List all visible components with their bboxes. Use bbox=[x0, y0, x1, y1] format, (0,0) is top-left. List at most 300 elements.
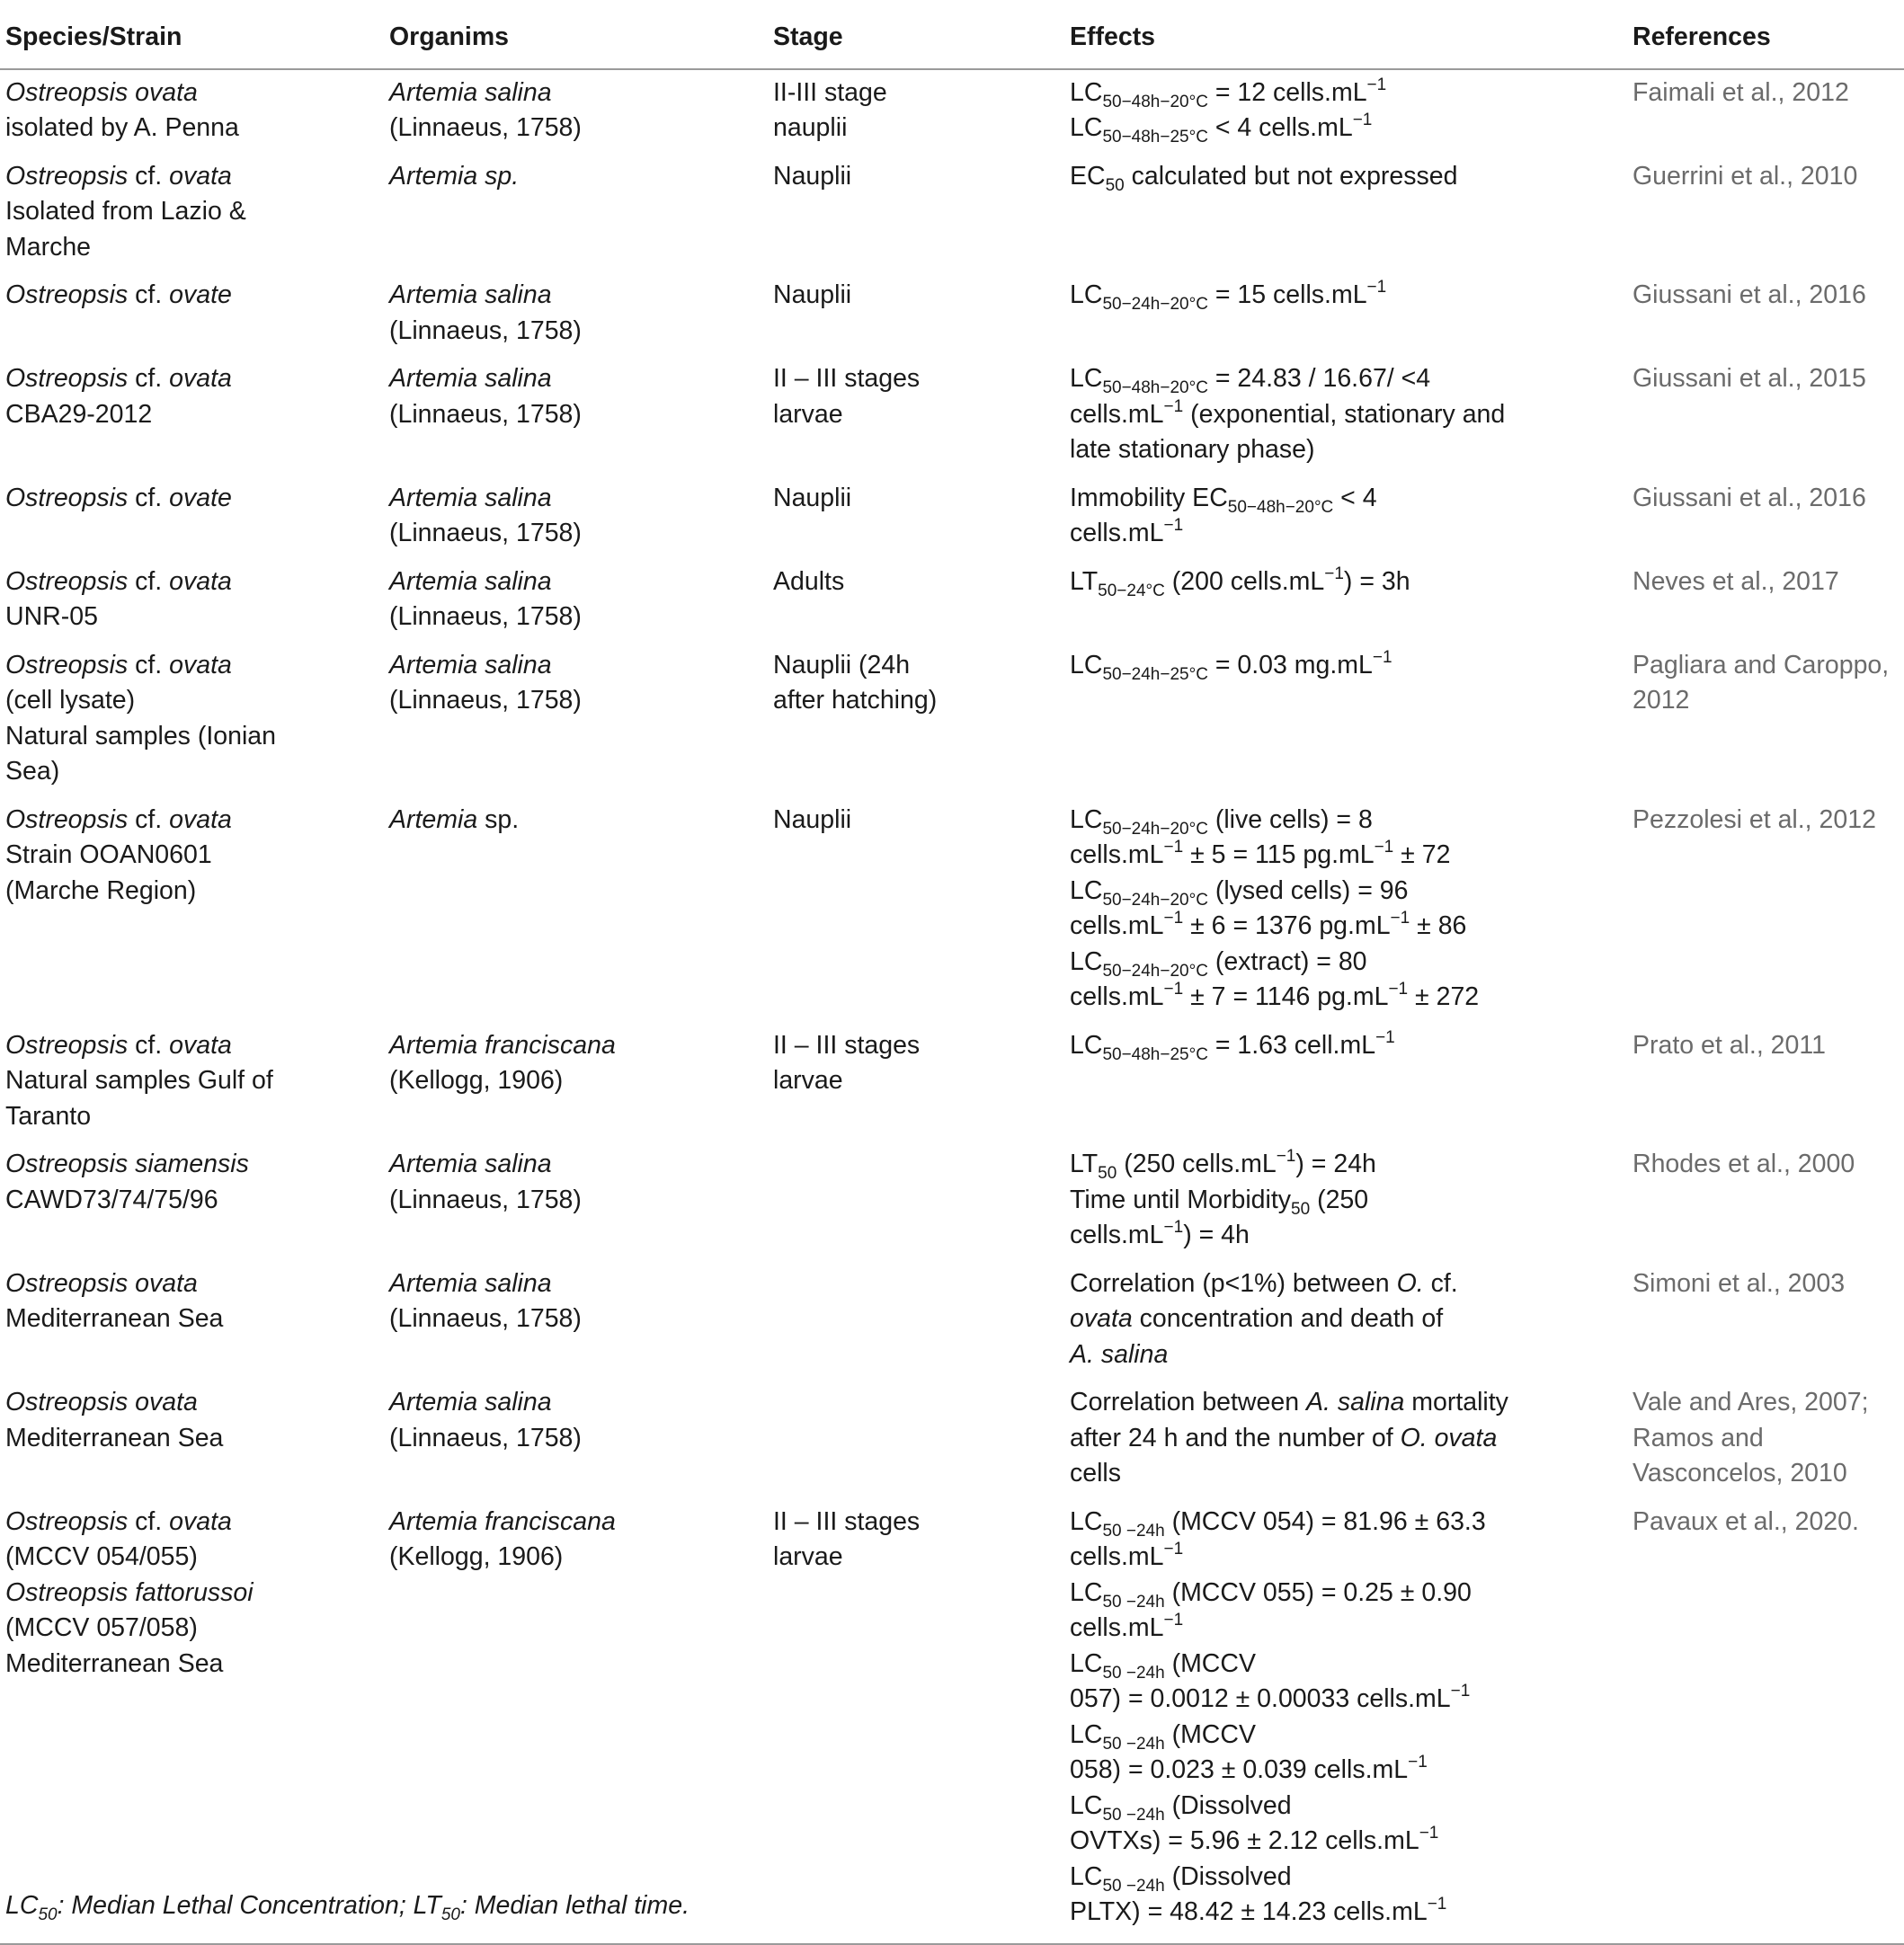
text-run: < 4 cells.mL bbox=[1207, 113, 1353, 142]
text-run: Strain OOAN0601 bbox=[5, 840, 212, 869]
text-run: 058) = 0.023 ± 0.039 cells.mL bbox=[1070, 1755, 1409, 1784]
subscript: 50 bbox=[440, 1905, 460, 1924]
text-run: ± 5 = 115 pg.mL bbox=[1183, 840, 1375, 869]
cell-species-strain bbox=[0, 475, 384, 559]
text-run: UNR-05 bbox=[5, 602, 98, 631]
text-run: (Linnaeus, 1758) bbox=[389, 315, 582, 345]
table-row bbox=[0, 69, 1904, 154]
italic-text: Ostreopsis fattorussoi bbox=[5, 1577, 254, 1607]
superscript: −1 bbox=[1163, 516, 1184, 535]
italic-text: ovata bbox=[169, 1506, 232, 1536]
text-run: concentration and death of bbox=[1132, 1304, 1444, 1333]
cell-line bbox=[5, 874, 378, 910]
cell-organism bbox=[384, 356, 768, 475]
table-row bbox=[0, 475, 1904, 559]
text-run: = 15 cells.mL bbox=[1207, 280, 1367, 309]
text-run: = 1.63 cell.mL bbox=[1207, 1030, 1376, 1060]
subscript: 50−24h−20°C bbox=[1102, 961, 1208, 981]
cell-references bbox=[1627, 1261, 1904, 1381]
text-run: (Linnaeus, 1758) bbox=[389, 1423, 582, 1452]
text-run: (MCCV 055) = 0.25 ± 0.90 bbox=[1164, 1577, 1472, 1607]
text-run: LC bbox=[1070, 650, 1103, 679]
subscript: 50 bbox=[38, 1905, 58, 1924]
text-run: (Linnaeus, 1758) bbox=[389, 1304, 582, 1333]
cell-stage bbox=[768, 272, 1064, 356]
text-run: Nauplii bbox=[773, 804, 852, 834]
text-run: Pagliara and Caroppo, bbox=[1633, 650, 1890, 679]
cell-line bbox=[5, 194, 378, 230]
cell-line bbox=[1633, 683, 1899, 719]
cell-line bbox=[773, 1505, 1059, 1541]
cell-line bbox=[5, 1147, 378, 1183]
text-run: mortality bbox=[1404, 1388, 1508, 1417]
text-run: larvae bbox=[773, 1542, 843, 1571]
italic-text: A. salina bbox=[1070, 1339, 1169, 1369]
subscript: 50 bbox=[1098, 1164, 1117, 1183]
cell-line bbox=[1070, 874, 1622, 910]
text-run: LT bbox=[1070, 1150, 1099, 1178]
cell-effects bbox=[1064, 475, 1627, 559]
text-run: (MCCV 054) = 81.96 ± 63.3 bbox=[1164, 1506, 1486, 1536]
cell-line bbox=[1070, 1266, 1622, 1302]
text-run: LT bbox=[1070, 566, 1099, 596]
text-run: (exponential, stationary and bbox=[1183, 399, 1506, 429]
subscript: 50−24h−20°C bbox=[1102, 819, 1208, 839]
cell-line bbox=[773, 803, 1059, 839]
cell-line bbox=[5, 1099, 378, 1135]
cell-line bbox=[1070, 1611, 1622, 1647]
cell-stage bbox=[768, 1141, 1064, 1261]
cell-line bbox=[5, 1028, 378, 1064]
text-run: Giussani et al., 2016 bbox=[1633, 483, 1866, 512]
superscript: −1 bbox=[1163, 1540, 1184, 1559]
italic-text: Artemia franciscana bbox=[389, 1506, 616, 1536]
cell-species-strain bbox=[0, 69, 384, 154]
text-run: LC bbox=[1070, 946, 1103, 976]
superscript: −1 bbox=[1450, 1682, 1471, 1701]
cell-line bbox=[389, 159, 762, 195]
text-run: = 0.03 mg.mL bbox=[1207, 650, 1373, 679]
subscript: 50−24h−20°C bbox=[1102, 295, 1208, 314]
text-run: cells.mL bbox=[1070, 519, 1164, 547]
text-run: Nauplii (24h bbox=[773, 650, 911, 679]
cell-line bbox=[773, 159, 1059, 195]
text-run: (Linnaeus, 1758) bbox=[389, 519, 582, 547]
text-run: LC bbox=[1070, 280, 1103, 309]
superscript: −1 bbox=[1163, 1218, 1184, 1237]
text-run: nauplii bbox=[773, 113, 848, 142]
cell-line bbox=[1070, 481, 1622, 517]
cell-line bbox=[5, 278, 378, 314]
italic-text: ovate bbox=[169, 483, 232, 512]
cell-line bbox=[1070, 980, 1622, 1016]
cell-line bbox=[1070, 1647, 1622, 1683]
subscript: 50 −24h bbox=[1102, 1592, 1165, 1612]
italic-text: A. salina bbox=[1306, 1388, 1405, 1417]
cell-effects bbox=[1064, 154, 1627, 273]
text-run: cells.mL bbox=[1070, 1221, 1164, 1249]
cell-line bbox=[389, 803, 762, 839]
cell-species-strain bbox=[0, 272, 384, 356]
text-run: after hatching) bbox=[773, 686, 938, 715]
cell-stage bbox=[768, 475, 1064, 559]
text-run: Pavaux et al., 2020. bbox=[1633, 1506, 1859, 1536]
text-run: OVTXs) = 5.96 ± 2.12 cells.mL bbox=[1070, 1826, 1419, 1855]
text-run: ± 72 bbox=[1393, 840, 1451, 869]
cell-line bbox=[5, 719, 378, 755]
superscript: −1 bbox=[1163, 396, 1184, 416]
cell-line bbox=[389, 1505, 762, 1541]
subscript: 50 bbox=[1291, 1199, 1311, 1219]
italic-text: Artemia franciscana bbox=[389, 1030, 616, 1060]
text-run: = 24.83 / 16.67/ <4 bbox=[1207, 364, 1431, 393]
italic-text: Ostreopsis bbox=[5, 650, 129, 679]
cell-effects bbox=[1064, 1023, 1627, 1142]
cell-line bbox=[1070, 1421, 1622, 1457]
text-run: ) = 4h bbox=[1183, 1221, 1250, 1249]
cell-line bbox=[1633, 1505, 1899, 1541]
text-run: LC bbox=[1070, 77, 1103, 107]
italic-text: ovata bbox=[169, 566, 232, 596]
italic-text: Artemia salina bbox=[389, 1150, 552, 1178]
italic-text: Ostreopsis ovata bbox=[5, 1268, 198, 1298]
superscript: −1 bbox=[1427, 1895, 1447, 1914]
cell-organism bbox=[384, 1499, 768, 1944]
text-run: LC bbox=[5, 1891, 39, 1920]
text-run: Guerrini et al., 2010 bbox=[1633, 161, 1858, 191]
cell-organism bbox=[384, 69, 768, 154]
header-row bbox=[0, 7, 1904, 69]
cell-references bbox=[1627, 1380, 1904, 1499]
cell-line bbox=[5, 1385, 378, 1421]
cell-line bbox=[1070, 1540, 1622, 1576]
cell-line bbox=[389, 75, 762, 111]
cell-line bbox=[773, 278, 1059, 314]
superscript: −1 bbox=[1324, 564, 1344, 583]
cell-species-strain bbox=[0, 559, 384, 643]
text-run: cells.mL bbox=[1070, 399, 1164, 429]
table-row bbox=[0, 1499, 1904, 1944]
text-run: cf. bbox=[128, 161, 170, 191]
cell-organism bbox=[384, 559, 768, 643]
text-run: LC bbox=[1070, 875, 1103, 905]
text-run: < 4 bbox=[1333, 483, 1377, 512]
cell-line bbox=[773, 1540, 1059, 1576]
table-row bbox=[0, 272, 1904, 356]
cell-effects bbox=[1064, 643, 1627, 797]
cell-organism bbox=[384, 272, 768, 356]
cell-stage bbox=[768, 1023, 1064, 1142]
cell-effects bbox=[1064, 272, 1627, 356]
italic-text: Ostreopsis ovata bbox=[5, 77, 198, 107]
cell-line bbox=[5, 599, 378, 635]
cell-line bbox=[1633, 278, 1899, 314]
cell-stage bbox=[768, 797, 1064, 1023]
text-run: Immobility EC bbox=[1070, 483, 1228, 512]
text-run: ± 7 = 1146 pg.mL bbox=[1183, 982, 1389, 1011]
cell-line bbox=[773, 481, 1059, 517]
text-run: (lysed cells) = 96 bbox=[1207, 875, 1409, 905]
text-run: (extract) = 80 bbox=[1207, 946, 1367, 976]
cell-line bbox=[1633, 1147, 1899, 1183]
table-body bbox=[0, 69, 1904, 1944]
text-run: Adults bbox=[773, 566, 845, 596]
cell-line bbox=[773, 111, 1059, 147]
cell-references bbox=[1627, 643, 1904, 797]
cell-line bbox=[1070, 1147, 1622, 1183]
superscript: −1 bbox=[1163, 838, 1184, 857]
cell-references bbox=[1627, 272, 1904, 356]
italic-text: Artemia salina bbox=[389, 566, 552, 596]
text-run: (MCCV bbox=[1164, 1648, 1256, 1678]
text-run: Correlation between bbox=[1070, 1388, 1306, 1417]
cell-line bbox=[5, 754, 378, 790]
cell-references bbox=[1627, 1141, 1904, 1261]
italic-text: Artemia salina bbox=[389, 77, 552, 107]
subscript: 50−24h−20°C bbox=[1102, 890, 1208, 910]
text-run: Ramos and bbox=[1633, 1423, 1764, 1452]
cell-line bbox=[5, 481, 378, 517]
text-run: ) = 24h bbox=[1295, 1150, 1376, 1178]
text-run: Natural samples (Ionian bbox=[5, 721, 276, 750]
cell-line bbox=[1633, 1421, 1899, 1457]
cell-line bbox=[1070, 1860, 1622, 1896]
text-run: II – III stages bbox=[773, 1030, 921, 1060]
cell-line bbox=[389, 397, 762, 433]
subscript: 50−48h−20°C bbox=[1227, 497, 1334, 517]
cell-line bbox=[773, 1063, 1059, 1099]
cell-stage bbox=[768, 356, 1064, 475]
cell-line bbox=[389, 683, 762, 719]
text-run: cf. bbox=[128, 804, 170, 834]
cell-line bbox=[1633, 75, 1899, 111]
cell-organism bbox=[384, 1141, 768, 1261]
text-run: Mediterranean Sea bbox=[5, 1423, 224, 1452]
text-run: (Linnaeus, 1758) bbox=[389, 113, 582, 142]
cell-references bbox=[1627, 1023, 1904, 1142]
text-run: (MCCV 057/058) bbox=[5, 1613, 198, 1642]
cell-stage bbox=[768, 1499, 1064, 1944]
cell-line bbox=[389, 1540, 762, 1576]
cell-line bbox=[1070, 1576, 1622, 1612]
cell-line bbox=[1070, 803, 1622, 839]
cell-line bbox=[773, 648, 1059, 684]
cell-organism bbox=[384, 475, 768, 559]
subscript: 50−48h−20°C bbox=[1102, 92, 1208, 111]
italic-text: Ostreopsis bbox=[5, 1030, 129, 1060]
header-species-strain: Species/Strain bbox=[0, 7, 384, 69]
cell-stage bbox=[768, 1380, 1064, 1499]
italic-text: Artemia salina bbox=[389, 1388, 552, 1417]
cell-line bbox=[5, 648, 378, 684]
italic-text: Ostreopsis bbox=[5, 1506, 129, 1536]
superscript: −1 bbox=[1163, 1611, 1184, 1630]
text-run: Mediterranean Sea bbox=[5, 1304, 224, 1333]
cell-line bbox=[1070, 1183, 1622, 1219]
cell-line bbox=[5, 75, 378, 111]
text-run: cf. bbox=[1423, 1268, 1458, 1298]
text-run: Neves et al., 2017 bbox=[1633, 566, 1839, 596]
subscript: 50 −24h bbox=[1102, 1521, 1165, 1541]
cell-line bbox=[5, 1063, 378, 1099]
text-run: Simoni et al., 2003 bbox=[1633, 1268, 1846, 1298]
italic-text: Ostreopsis bbox=[5, 483, 129, 512]
cell-line bbox=[1070, 1218, 1622, 1254]
text-run: Giussani et al., 2016 bbox=[1633, 280, 1866, 309]
cell-line bbox=[773, 683, 1059, 719]
cell-line bbox=[1070, 909, 1622, 945]
superscript: −1 bbox=[1388, 980, 1409, 999]
italic-text: Artemia salina bbox=[389, 280, 552, 309]
cell-effects bbox=[1064, 1141, 1627, 1261]
text-run: ± 272 bbox=[1408, 982, 1480, 1011]
text-run: cells.mL bbox=[1070, 911, 1164, 940]
cell-line bbox=[1070, 516, 1622, 552]
italic-text: Artemia salina bbox=[389, 1268, 552, 1298]
text-run: late stationary phase) bbox=[1070, 435, 1315, 464]
text-run: cf. bbox=[128, 483, 170, 512]
cell-line bbox=[1070, 1505, 1622, 1541]
table-row bbox=[0, 1141, 1904, 1261]
text-run: LC bbox=[1070, 1861, 1103, 1891]
text-run: (Dissolved bbox=[1164, 1861, 1292, 1891]
superscript: −1 bbox=[1375, 1027, 1395, 1047]
superscript: −1 bbox=[1163, 980, 1184, 999]
cell-organism bbox=[384, 1380, 768, 1499]
text-run: LC bbox=[1070, 1790, 1103, 1820]
cell-line bbox=[389, 1385, 762, 1421]
cell-line bbox=[5, 838, 378, 874]
superscript: −1 bbox=[1374, 838, 1394, 857]
text-run: LC bbox=[1070, 1506, 1103, 1536]
italic-text: Ostreopsis siamensis bbox=[5, 1150, 249, 1178]
cell-line bbox=[1633, 1385, 1899, 1421]
text-run: EC bbox=[1070, 161, 1106, 191]
text-run: calculated but not expressed bbox=[1124, 161, 1458, 191]
cell-species-strain bbox=[0, 356, 384, 475]
cell-line bbox=[1633, 361, 1899, 397]
cell-line bbox=[389, 599, 762, 635]
text-run: Time until Morbidity bbox=[1070, 1185, 1292, 1214]
text-run: Nauplii bbox=[773, 483, 852, 512]
superscript: −1 bbox=[1408, 1753, 1428, 1772]
table-row bbox=[0, 1380, 1904, 1499]
cell-organism bbox=[384, 1023, 768, 1142]
cell-line bbox=[1070, 1895, 1622, 1931]
cell-line bbox=[1070, 111, 1622, 147]
cell-line bbox=[1070, 397, 1622, 433]
cell-line bbox=[5, 564, 378, 600]
superscript: −1 bbox=[1163, 909, 1184, 928]
text-run: cells.mL bbox=[1070, 840, 1164, 869]
cell-effects bbox=[1064, 1499, 1627, 1944]
italic-text: ovate bbox=[169, 280, 232, 309]
subscript: 50 −24h bbox=[1102, 1663, 1165, 1683]
italic-text: Artemia sp. bbox=[389, 161, 520, 191]
cell-line bbox=[773, 1028, 1059, 1064]
cell-effects bbox=[1064, 1261, 1627, 1381]
cell-line bbox=[1070, 564, 1622, 600]
cell-stage bbox=[768, 643, 1064, 797]
subscript: 50−24h−25°C bbox=[1102, 664, 1208, 684]
cell-references bbox=[1627, 356, 1904, 475]
text-run: Vasconcelos, 2010 bbox=[1633, 1459, 1847, 1488]
cell-line bbox=[1070, 159, 1622, 195]
cell-line bbox=[1070, 1385, 1622, 1421]
text-run: Marche bbox=[5, 232, 92, 262]
cell-line bbox=[1070, 361, 1622, 397]
italic-text: Ostreopsis bbox=[5, 566, 129, 596]
cell-line bbox=[1633, 1266, 1899, 1302]
subscript: 50−48h−25°C bbox=[1102, 1044, 1208, 1064]
cell-organism bbox=[384, 154, 768, 273]
subscript: 50−48h−20°C bbox=[1102, 378, 1208, 397]
subscript: 50−48h−25°C bbox=[1102, 128, 1208, 147]
cell-stage bbox=[768, 559, 1064, 643]
cell-line bbox=[5, 1540, 378, 1576]
subscript: 50 −24h bbox=[1102, 1734, 1165, 1754]
subscript: 50 −24h bbox=[1102, 1805, 1165, 1825]
cell-references bbox=[1627, 154, 1904, 273]
italic-text: ovata bbox=[1070, 1304, 1133, 1333]
text-run: cf. bbox=[128, 566, 170, 596]
cell-line bbox=[1070, 838, 1622, 874]
text-run: larvae bbox=[773, 1066, 843, 1095]
cell-line bbox=[5, 1266, 378, 1302]
text-run: cf. bbox=[128, 1030, 170, 1060]
cell-line bbox=[1070, 1301, 1622, 1337]
italic-text: Ostreopsis bbox=[5, 280, 129, 309]
text-run: (MCCV 054/055) bbox=[5, 1542, 198, 1571]
table-row bbox=[0, 356, 1904, 475]
cell-line bbox=[5, 1505, 378, 1541]
superscript: −1 bbox=[1372, 647, 1392, 667]
text-run: (Kellogg, 1906) bbox=[389, 1066, 564, 1095]
italic-text: ovata bbox=[169, 650, 232, 679]
text-run: (live cells) = 8 bbox=[1207, 804, 1373, 834]
cell-line bbox=[1070, 432, 1622, 468]
text-run: LC bbox=[1070, 1030, 1103, 1060]
header-references: References bbox=[1627, 7, 1904, 69]
text-run: CAWD73/74/75/96 bbox=[5, 1185, 218, 1214]
cell-stage bbox=[768, 69, 1064, 154]
text-run: II – III stages bbox=[773, 1506, 921, 1536]
text-run: sp. bbox=[477, 804, 520, 834]
text-run: LC bbox=[1070, 1719, 1103, 1749]
text-run: Prato et al., 2011 bbox=[1633, 1030, 1826, 1060]
cell-line bbox=[5, 397, 378, 433]
text-run: cf. bbox=[128, 280, 170, 309]
cell-species-strain bbox=[0, 1141, 384, 1261]
cell-line bbox=[773, 564, 1059, 600]
subscript: 50 bbox=[1105, 175, 1125, 195]
header-effects: Effects bbox=[1064, 7, 1627, 69]
text-run: Taranto bbox=[5, 1101, 92, 1131]
cell-species-strain bbox=[0, 154, 384, 273]
text-run: (Linnaeus, 1758) bbox=[389, 602, 582, 631]
cell-species-strain bbox=[0, 1380, 384, 1499]
cell-line bbox=[5, 1301, 378, 1337]
superscript: −1 bbox=[1419, 1824, 1439, 1843]
cell-line bbox=[389, 278, 762, 314]
italic-text: Artemia salina bbox=[389, 364, 552, 393]
text-run: (Linnaeus, 1758) bbox=[389, 1185, 582, 1214]
cell-species-strain bbox=[0, 1499, 384, 1944]
text-run: Nauplii bbox=[773, 161, 852, 191]
cell-line bbox=[389, 1183, 762, 1219]
cell-line bbox=[389, 1421, 762, 1457]
text-run: (250 cells.mL bbox=[1117, 1150, 1277, 1178]
